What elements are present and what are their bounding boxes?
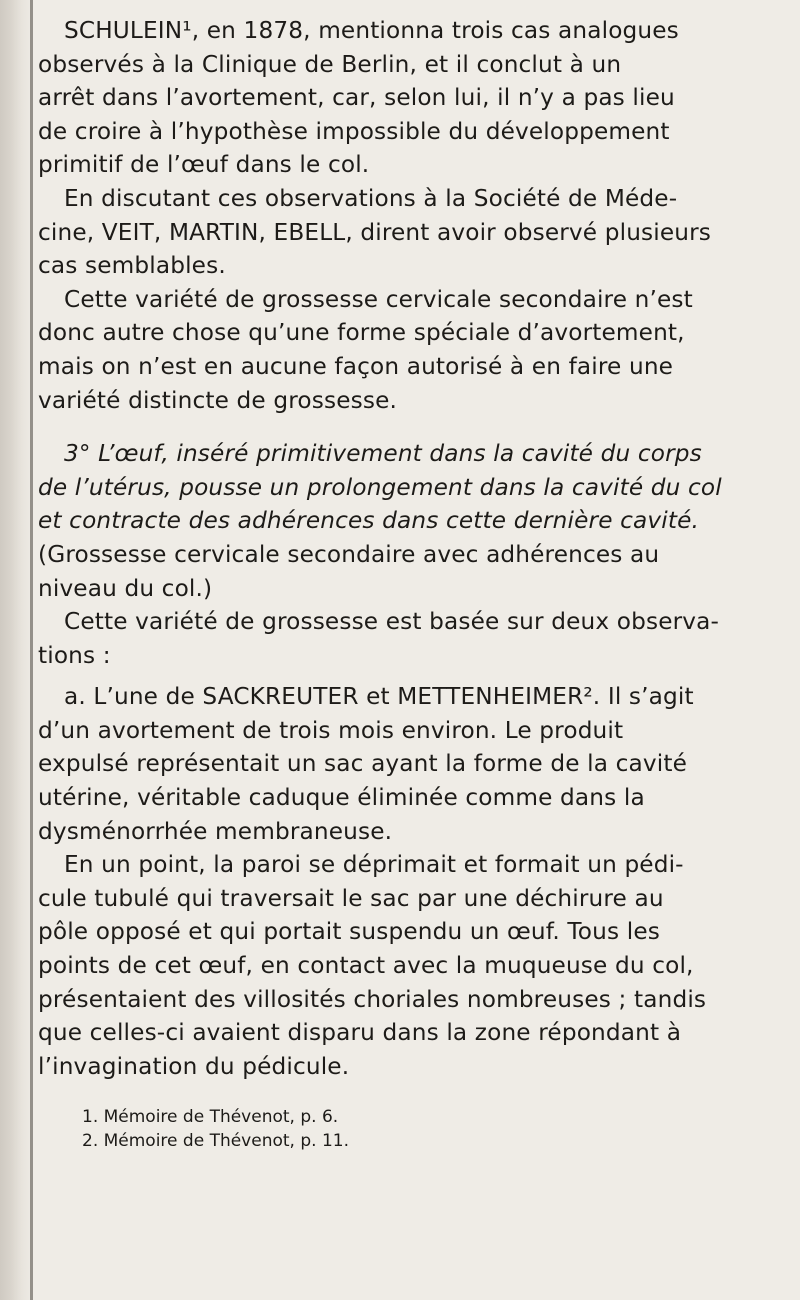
- footnotes: [38, 1105, 780, 1153]
- text-line: que celles-ci avaient disparu dans la zone répondant à: [38, 1019, 682, 1047]
- text-line: présentaient des villosités choriales nombreuses ; tandis: [38, 985, 707, 1013]
- text-line: cine, VEIT, MARTIN, EBELL, dirent avoir observé plusieurs: [38, 218, 712, 246]
- page-gutter: [0, 0, 34, 1300]
- text-line: primitif de l’œuf dans le col.: [38, 151, 370, 179]
- text-line: (Grossesse cervicale secondaire avec adhérences au: [38, 540, 660, 568]
- text-line: d’un avortement de trois mois environ. Le produit: [38, 716, 624, 744]
- text-line: pôle opposé et qui portait suspendu un œuf. Tous les: [38, 918, 660, 946]
- text-line: expulsé représentait un sac ayant la forme de la cavité: [38, 750, 687, 778]
- paragraph-section-3: [38, 437, 780, 605]
- text-line: En discutant ces observations à la Société de Méde-: [64, 184, 678, 212]
- text-line: SCHULEIN¹, en 1878, mentionna trois cas analogues: [64, 17, 679, 44]
- text-line: Cette variété de grossesse est basée sur deux observa-: [64, 608, 720, 636]
- section-heading-line: de l’utérus, pousse un prolongement dans la cavité du col: [38, 473, 722, 501]
- section-heading-line: 3° L’œuf, inséré primitivement dans la cavité du corps: [64, 440, 702, 468]
- text-line: mais on n’est en aucune façon autorisé à en faire une: [38, 352, 674, 380]
- binding-edge: [30, 0, 33, 1300]
- paragraph-schulein: [38, 14, 780, 182]
- text-line: En un point, la paroi se déprimait et formait un pédi-: [64, 851, 684, 879]
- paragraph-pedicule: [38, 848, 780, 1083]
- text-line: l’invagination du pédicule.: [38, 1052, 350, 1080]
- text-line: variété distincte de grossesse.: [38, 386, 398, 414]
- paragraph-societe: [38, 182, 780, 283]
- text-line: utérine, véritable caduque éliminée comme dans la: [38, 784, 645, 812]
- text-line: arrêt dans l’avortement, car, selon lui, il n’y a pas lieu: [38, 84, 675, 112]
- text-body: [38, 14, 780, 1153]
- footnote-1: 1. Mémoire de Thévenot, p. 6.: [82, 1107, 339, 1128]
- text-line: a. L’une de SACKREUTER et METTENHEIMER². Il s’agit: [64, 683, 694, 711]
- text-line: points de cet œuf, en contact avec la muqueuse du col,: [38, 952, 694, 980]
- text-line: niveau du col.): [38, 574, 213, 602]
- paragraph-variete: [38, 283, 780, 417]
- section-gap: [38, 417, 780, 437]
- section-heading-line: et contracte des adhérences dans cette dernière cavité.: [38, 507, 700, 535]
- text-line: cas semblables.: [38, 252, 226, 280]
- paragraph-observations: [38, 605, 780, 672]
- text-line: dysménorrhée membraneuse.: [38, 817, 393, 845]
- text-line: tions :: [38, 641, 111, 669]
- text-line: observés à la Clinique de Berlin, et il conclut à un: [38, 50, 622, 78]
- text-line: cule tubulé qui traversait le sac par une déchirure au: [38, 884, 664, 912]
- text-line: de croire à l’hypothèse impossible du développement: [38, 117, 670, 145]
- paragraph-sackreuter: [38, 680, 780, 848]
- text-line: donc autre chose qu’une forme spéciale d’avortement,: [38, 319, 685, 347]
- text-line: Cette variété de grossesse cervicale secondaire n’est: [64, 285, 693, 313]
- footnote-2: 2. Mémoire de Thévenot, p. 11.: [82, 1131, 349, 1152]
